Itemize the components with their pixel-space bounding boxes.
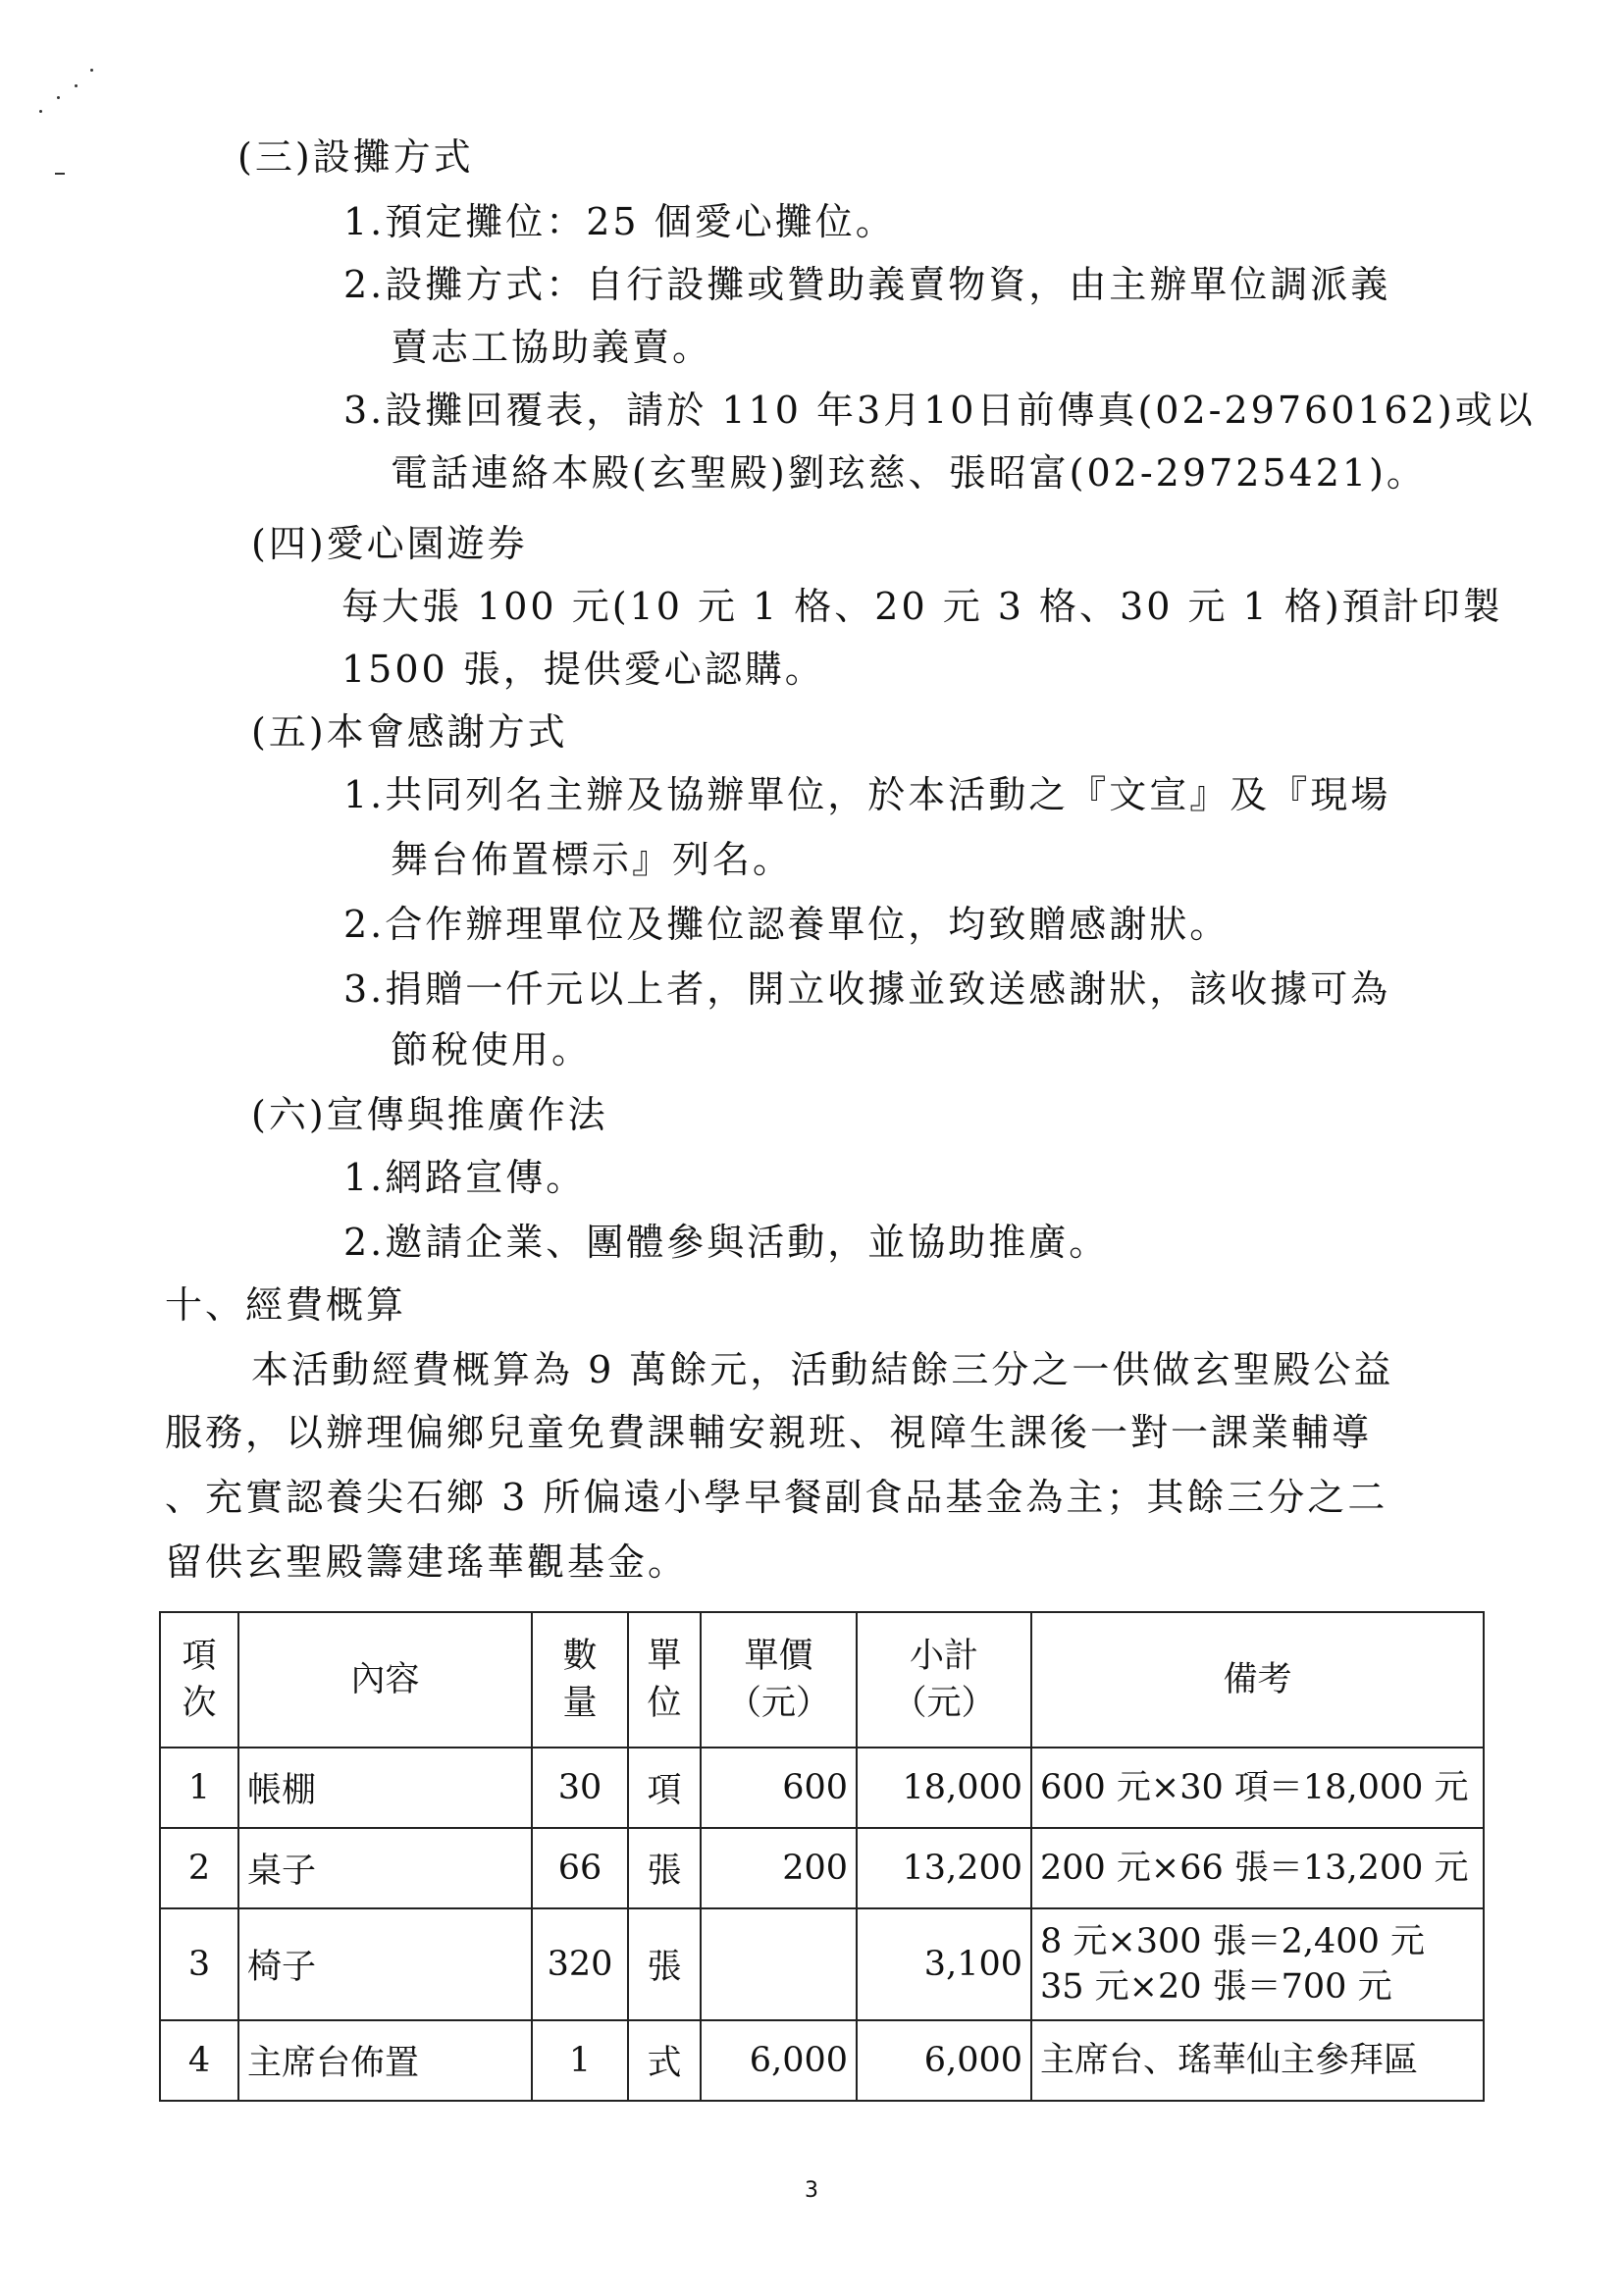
table-row bbox=[160, 1828, 1484, 1908]
section-5-heading: (五)本會感謝方式 bbox=[251, 710, 568, 754]
section-3-heading: (三)設攤方式 bbox=[237, 135, 474, 179]
section-6-item-1: 1.網路宣傳。 bbox=[343, 1156, 587, 1199]
cell-item-no: 2 bbox=[160, 1828, 238, 1908]
cell-subtotal: 6,000 bbox=[857, 2020, 1031, 2101]
header-unit: 單 位 bbox=[628, 1612, 701, 1748]
cell-unit-price: 600 bbox=[701, 1748, 857, 1828]
budget-table bbox=[159, 1611, 1485, 2102]
section-10-para-line-4: 留供玄聖殿籌建瑤華觀基金。 bbox=[165, 1540, 689, 1584]
section-3-item-1: 1.預定攤位：25 個愛心攤位。 bbox=[343, 200, 896, 243]
cell-remarks: 200 元×66 張＝13,200 元 bbox=[1031, 1828, 1484, 1908]
cell-unit: 張 bbox=[628, 1908, 701, 2020]
cell-content: 桌子 bbox=[238, 1828, 532, 1908]
section-6-heading: (六)宣傳與推廣作法 bbox=[251, 1093, 608, 1136]
scan-speck bbox=[90, 69, 93, 72]
section-5-item-3-cont: 節稅使用。 bbox=[391, 1028, 593, 1071]
cell-unit: 式 bbox=[628, 2020, 701, 2101]
cell-quantity: 66 bbox=[532, 1828, 628, 1908]
cell-quantity: 30 bbox=[532, 1748, 628, 1828]
cell-quantity: 320 bbox=[532, 1908, 628, 2020]
scan-speck bbox=[39, 110, 42, 113]
cell-remarks: 8 元×300 張＝2,400 元 35 元×20 張＝700 元 bbox=[1031, 1908, 1484, 2020]
page-number: 3 bbox=[805, 2178, 818, 2203]
section-5-item-1-cont: 舞台佈置標示』列名。 bbox=[391, 838, 794, 881]
section-10-heading: 十、經費概算 bbox=[165, 1283, 407, 1327]
scan-speck bbox=[57, 96, 60, 99]
cell-content: 帳棚 bbox=[238, 1748, 532, 1828]
cell-item-no: 3 bbox=[160, 1908, 238, 2020]
section-3-item-2: 2.設攤方式：自行設攤或贊助義賣物資，由主辦單位調派義 bbox=[343, 263, 1391, 306]
cell-content: 椅子 bbox=[238, 1908, 532, 2020]
cell-unit-price: 6,000 bbox=[701, 2020, 857, 2101]
cell-unit-price bbox=[701, 1908, 857, 2020]
section-3-item-2-cont: 賣志工協助義賣。 bbox=[391, 326, 713, 369]
header-quantity: 數 量 bbox=[532, 1612, 628, 1748]
section-3-item-3-cont: 電話連絡本殿(玄聖殿)劉玹慈、張昭富(02-29725421)。 bbox=[391, 451, 1427, 495]
cell-unit-price: 200 bbox=[701, 1828, 857, 1908]
section-4-para-line-2: 1500 張，提供愛心認購。 bbox=[341, 648, 825, 691]
section-5-item-1: 1.共同列名主辦及協辦單位，於本活動之『文宣』及『現場 bbox=[343, 773, 1391, 816]
section-3-item-3: 3.設攤回覆表，請於 110 年3月10日前傳真(02-29760162)或以 bbox=[343, 389, 1536, 432]
cell-unit: 張 bbox=[628, 1828, 701, 1908]
cell-content: 主席台佈置 bbox=[238, 2020, 532, 2101]
section-4-heading: (四)愛心園遊券 bbox=[251, 522, 528, 565]
table-row bbox=[160, 1748, 1484, 1828]
section-5-item-2: 2.合作辦理單位及攤位認養單位，均致贈感謝狀。 bbox=[343, 903, 1230, 946]
section-5-item-3: 3.捐贈一仟元以上者，開立收據並致送感謝狀，該收據可為 bbox=[343, 967, 1391, 1011]
cell-subtotal: 18,000 bbox=[857, 1748, 1031, 1828]
header-unit-price: 單價 （元） bbox=[701, 1612, 857, 1748]
header-content: 內容 bbox=[238, 1612, 532, 1748]
table-row bbox=[160, 2020, 1484, 2101]
cell-subtotal: 13,200 bbox=[857, 1828, 1031, 1908]
table-row bbox=[160, 1908, 1484, 2020]
cell-remarks: 600 元×30 項＝18,000 元 bbox=[1031, 1748, 1484, 1828]
cell-subtotal: 3,100 bbox=[857, 1908, 1031, 2020]
cell-item-no: 4 bbox=[160, 2020, 238, 2101]
section-10-para-line-3: 、充實認養尖石鄉 3 所偏遠小學早餐副食品基金為主；其餘三分之二 bbox=[165, 1476, 1388, 1519]
section-10-para-line-1: 本活動經費概算為 9 萬餘元，活動結餘三分之一供做玄聖殿公益 bbox=[251, 1348, 1394, 1391]
cell-unit: 項 bbox=[628, 1748, 701, 1828]
cell-item-no: 1 bbox=[160, 1748, 238, 1828]
header-item-no: 項 次 bbox=[160, 1612, 238, 1748]
cell-remarks: 主席台、瑤華仙主參拜區 bbox=[1031, 2020, 1484, 2101]
cell-quantity: 1 bbox=[532, 2020, 628, 2101]
scan-speck bbox=[75, 84, 78, 87]
section-10-para-line-2: 服務，以辦理偏鄉兒童免費課輔安親班、視障生課後一對一課業輔導 bbox=[165, 1411, 1373, 1454]
header-remarks: 備考 bbox=[1031, 1612, 1484, 1748]
section-6-item-2: 2.邀請企業、團體參與活動，並協助推廣。 bbox=[343, 1221, 1110, 1264]
scan-speck bbox=[55, 173, 65, 175]
table-header-row bbox=[160, 1612, 1484, 1748]
header-subtotal: 小計 （元） bbox=[857, 1612, 1031, 1748]
section-4-para-line-1: 每大張 100 元(10 元 1 格、20 元 3 格、30 元 1 格)預計印製 bbox=[341, 585, 1503, 628]
